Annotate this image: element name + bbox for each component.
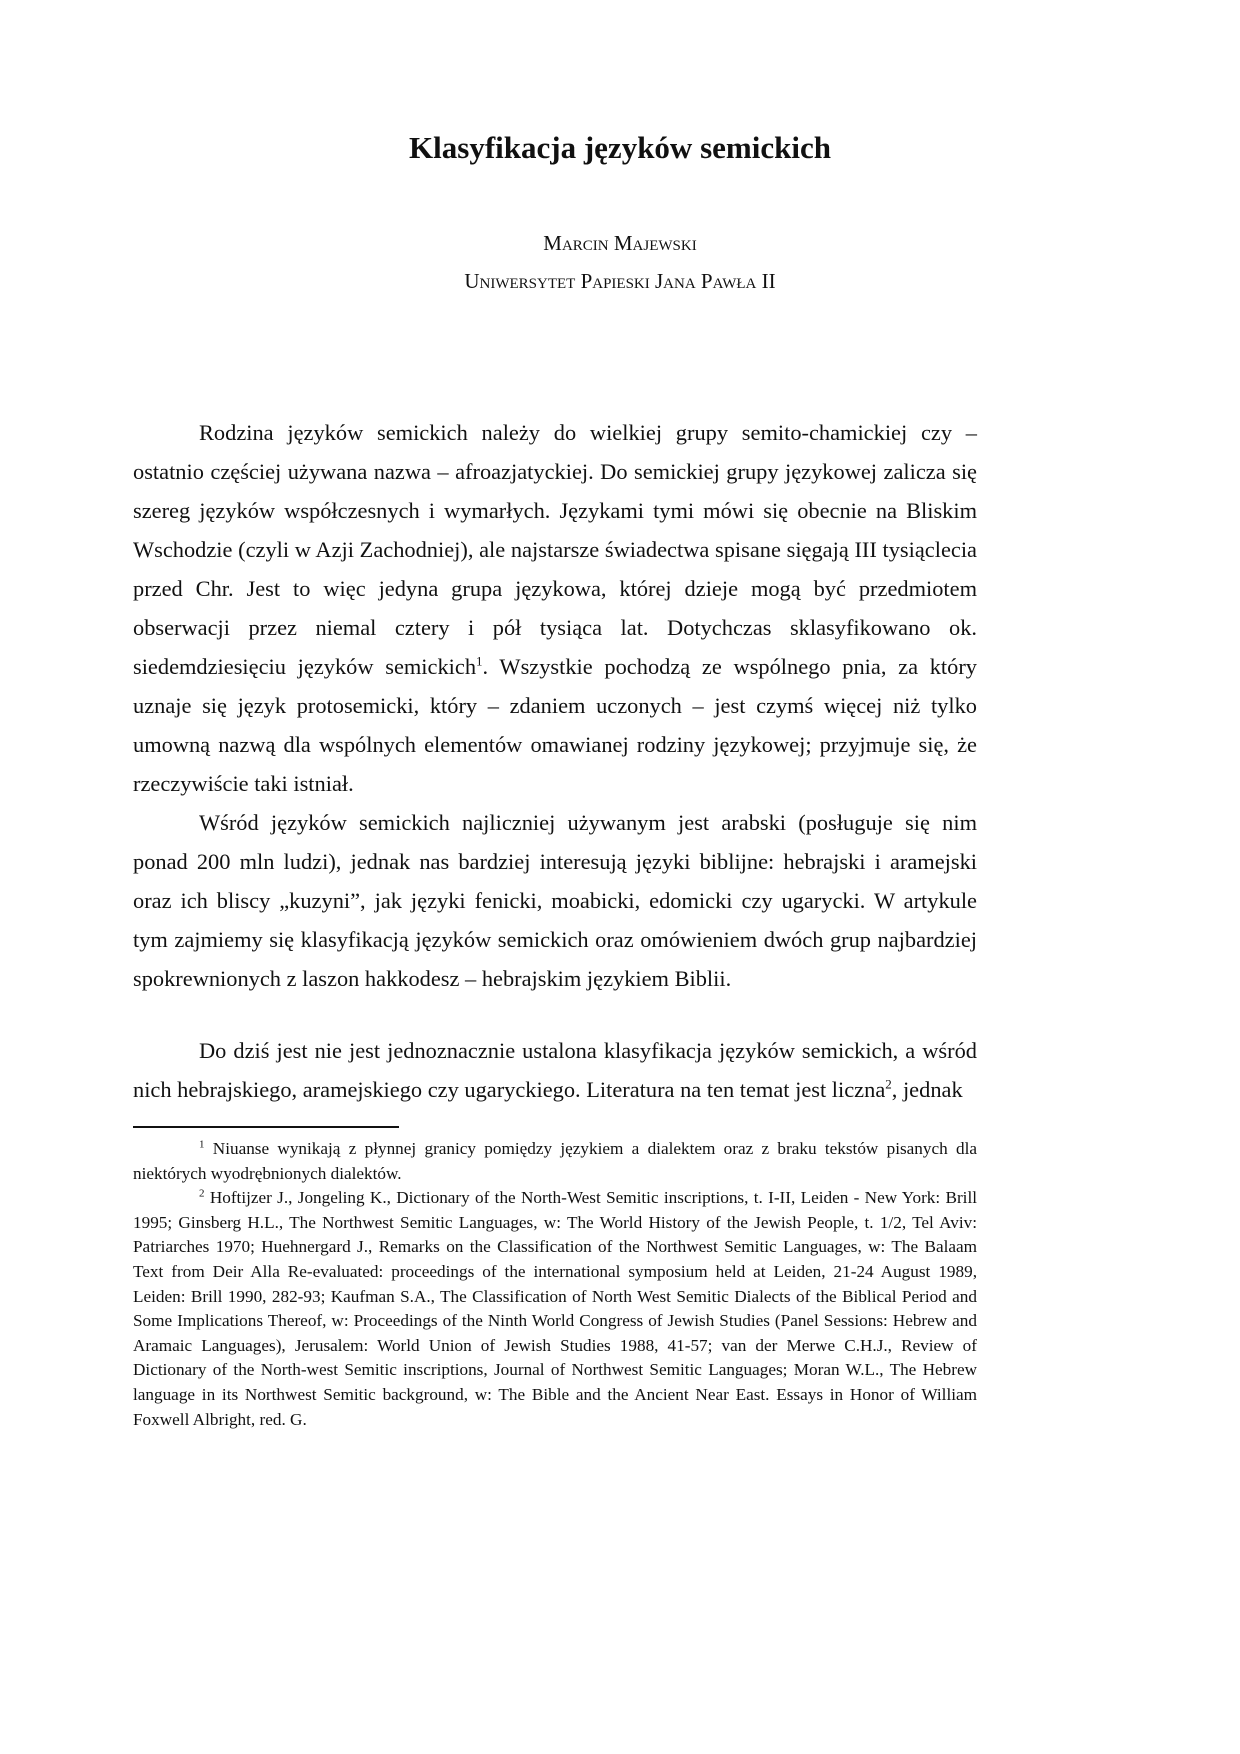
footnote-number: 1 [199,1138,205,1151]
body-paragraph-2-container [133,803,977,998]
author-name: Marcin Majewski [543,231,697,255]
body-paragraph-1-container [133,413,977,803]
paragraph-text: Do dziś jest nie jest jednoznacznie ustalona klasyfikacja języków semickich, a wśród nich hebrajskiego, aramejskiego czy ugaryckiego. Literatura na ten temat jest liczna [133,1038,977,1102]
footnote-1 [133,1137,977,1186]
body-paragraph [133,1031,977,1109]
document-title: Klasyfikacja języków semickich [409,130,831,165]
footnote-reference[interactable]: 2 [885,1076,892,1092]
author-affiliation: Uniwersytet Papieski Jana Pawła II [464,269,776,293]
footnote-2 [133,1186,977,1432]
footnote-number: 2 [199,1187,205,1200]
body-paragraph: Wśród języków semickich najliczniej używanym jest arabski (posługuje się nim ponad 200 mln ludzi), jednak nas bardziej interesują języki biblijne: hebrajski i aramejski oraz ich bliscy „kuzyni”, jak języki fenicki, moabicki, edomicki czy ugarycki. W artykule tym zajmiemy się klasyfikacją języków semickich oraz omówieniem dwóch grup najbardziej spokrewnionych z laszon hakkodesz – hebrajskim językiem Biblii. [133,810,977,991]
paragraph-text: Rodzina języków semickich należy do wielkiej grupy semito-chamickiej czy – ostatnio częściej używana nazwa – afroazjatyckiej. Do semickiej grupy językowej zalicza się szereg języków współczesnych i wymarłych. Językami tymi mówi się obecnie na Bliskim Wschodzie (czyli w Azji Zachodniej), ale najstarsze świadectwa spisane sięgają III tysiąclecia przed Chr. Jest to więc jedyna grupa językowa, której dzieje mogą być przedmiotem obserwacji przez niemal cztery i pół tysiąca lat. Dotychczas sklasyfikowano ok. siedemdziesięciu języków semickich [133,420,977,679]
footnote-text: Hoftijzer J., Jongeling K., Dictionary of the North-West Semitic inscriptions, t. I-II, Leiden - New York: Brill 1995; Ginsberg H.L., The Northwest Semitic Languages, w: The World History of the Jewish People, t. 1/2, Tel Aviv: Patriarches 1970; Huehnergard J., Remarks on the Classification of the Northwest Semitic Languages, w: The Balaam Text from Deir Alla Re-evaluated: proceedings of the international symposium held at Leiden, 21-24 August 1989, Leiden: Brill 1990, 282-93; Kaufman S.A., The Classification of North West Semitic Dialects of the Biblical Period and Some Implications Thereof, w: Proceedings of the Ninth World Congress of Jewish Studies (Panel Sessions: Hebrew and Aramaic Languages), Jerusalem: World Union of Jewish Studies 1988, 41-57; van der Merwe C.H.J., Review of Dictionary of the North-west Semitic inscriptions, Journal of Northwest Semitic Languages; Moran W.L., The Hebrew language in its Northwest Semitic background, w: The Bible and the Ancient Near East. Essays in Honor of William Foxwell Albright, red. G. [133,1188,978,1429]
footnotes [133,1137,977,1432]
body-paragraph-3-container [133,1031,977,1109]
paragraph-text: . Wszystkie pochodzą ze wspólnego pnia, za który uznaje się język protosemicki, który – zdaniem uczonych – jest czymś więcej niż tylko umowną nazwą dla wspólnych elementów omawianej rodziny językowej; przyjmuje się, że rzeczywiście taki istniał. [133,654,977,796]
paragraph-text: , jednak [891,1077,963,1102]
footnote-text: Niuanse wynikają z płynnej granicy pomiędzy językiem a dialektem oraz z braku tekstów pisanych dla niektórych wyodrębnionych dialektów. [133,1139,978,1183]
footnote-separator [133,1126,399,1128]
footnote-reference[interactable]: 1 [476,653,483,669]
body-paragraph [133,413,977,803]
